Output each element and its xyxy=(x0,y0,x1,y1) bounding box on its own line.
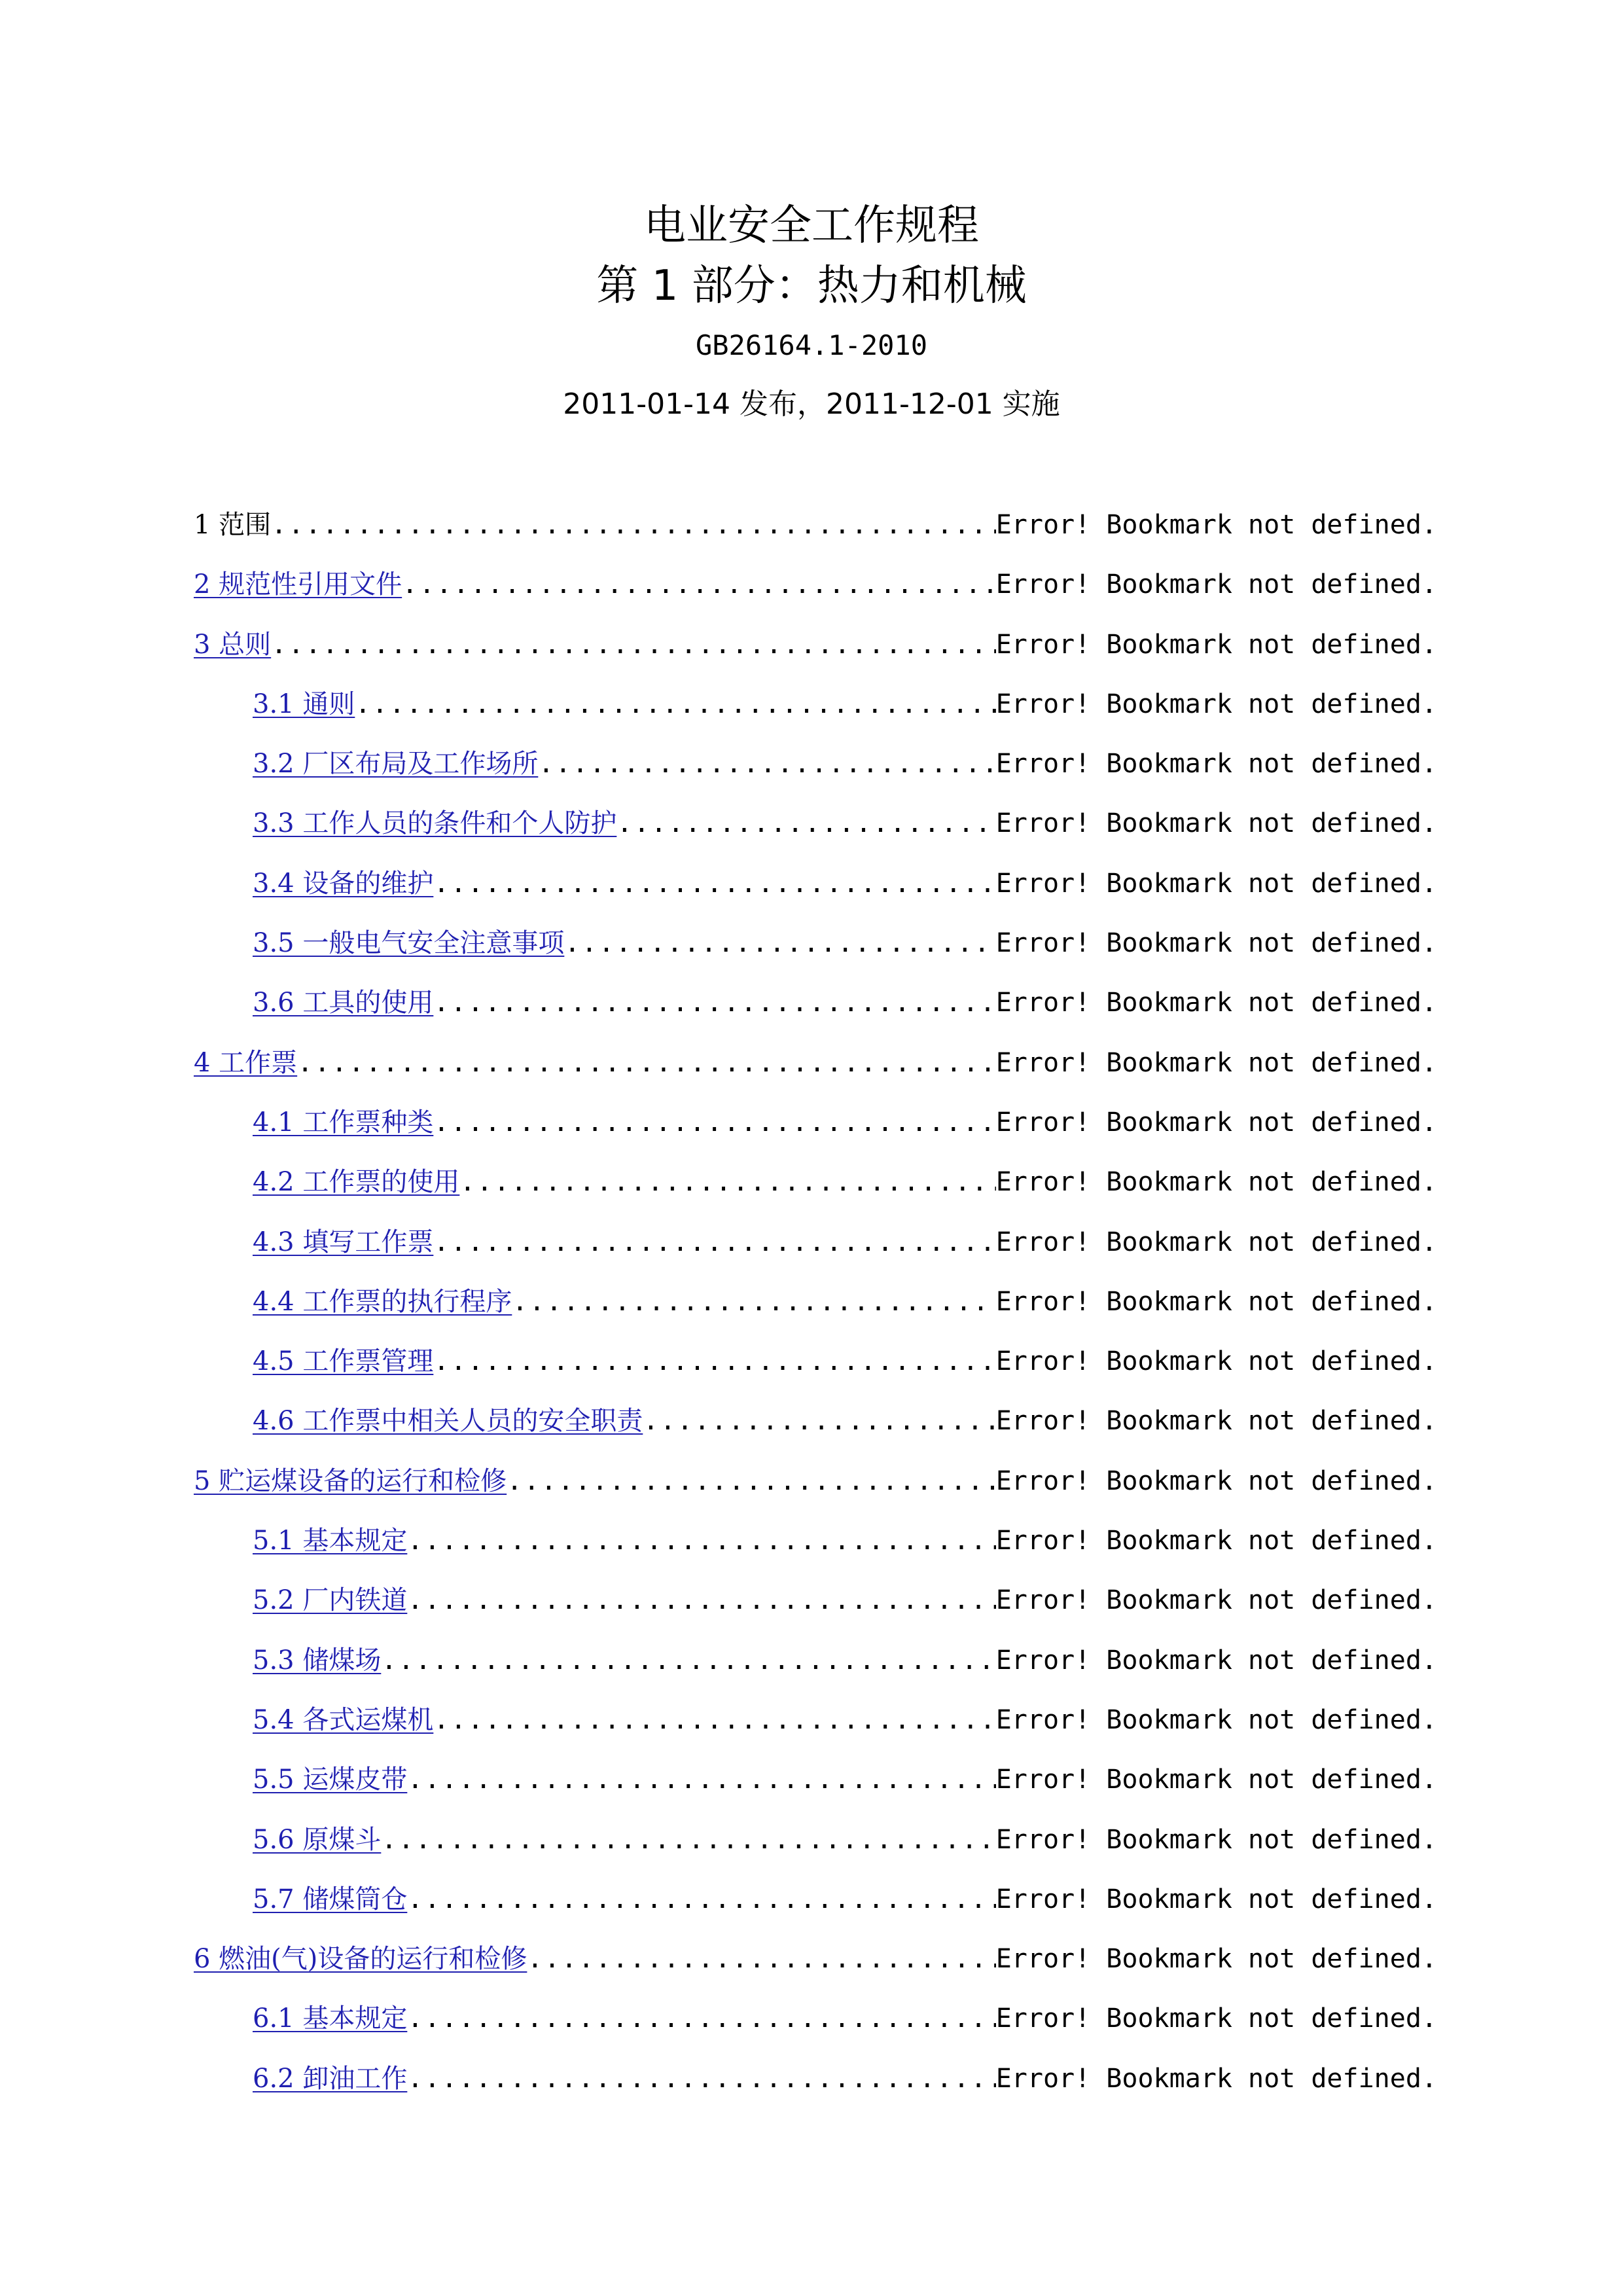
toc-page-reference: Error! Bookmark not defined. xyxy=(995,1465,1437,1496)
standard-code: GB26164.1-2010 xyxy=(695,329,927,361)
toc-entry[interactable] xyxy=(194,1520,1437,1579)
toc-entry[interactable] xyxy=(194,1699,1437,1759)
toc-entry-link[interactable]: 5.6 原煤斗 xyxy=(253,1824,382,1855)
toc-dot-leader xyxy=(381,1825,995,1855)
toc-page-reference: Error! Bookmark not defined. xyxy=(995,1346,1437,1377)
toc-entry[interactable] xyxy=(194,1878,1437,1938)
toc-entry[interactable] xyxy=(194,743,1437,802)
toc-dot-leader xyxy=(459,1167,995,1197)
toc-dot-leader xyxy=(433,1346,995,1376)
toc-page-reference: Error! Bookmark not defined. xyxy=(995,569,1437,600)
toc-entry-link[interactable]: 2 规范性引用文件 xyxy=(194,569,402,600)
toc-entry[interactable] xyxy=(194,624,1437,683)
toc-dot-leader xyxy=(407,1526,995,1556)
toc-entry xyxy=(194,504,1437,564)
document-subtitle: 第 1 部分：热力和机械 xyxy=(596,262,1027,310)
toc-entry[interactable] xyxy=(194,1221,1437,1281)
toc-page-reference: Error! Bookmark not defined. xyxy=(995,1047,1437,1078)
toc-page-reference: Error! Bookmark not defined. xyxy=(995,1765,1437,1795)
toc-dot-leader xyxy=(297,1048,996,1078)
toc-dot-leader xyxy=(407,1884,995,1914)
toc-entry[interactable] xyxy=(194,2058,1437,2117)
toc-entry-link[interactable]: 6.2 卸油工作 xyxy=(253,2063,408,2094)
toc-entry[interactable] xyxy=(194,982,1437,1041)
toc-entry-link[interactable]: 4.3 填写工作票 xyxy=(253,1227,434,1257)
toc-page-reference: Error! Bookmark not defined. xyxy=(995,2063,1437,2094)
toc-entry[interactable] xyxy=(194,564,1437,623)
toc-entry[interactable] xyxy=(194,1340,1437,1400)
toc-entry[interactable] xyxy=(194,863,1437,922)
toc-dot-leader xyxy=(407,1765,995,1795)
toc-page-reference: Error! Bookmark not defined. xyxy=(995,1645,1437,1676)
toc-entry[interactable] xyxy=(194,1938,1437,1998)
toc-dot-leader xyxy=(407,2003,995,2034)
toc-entry-link[interactable]: 5.7 储煤筒仓 xyxy=(253,1884,408,1914)
toc-entry-link[interactable]: 5.3 储煤场 xyxy=(253,1645,382,1676)
table-of-contents xyxy=(194,504,1437,2117)
toc-dot-leader xyxy=(407,2064,995,2094)
toc-entry[interactable] xyxy=(194,802,1437,862)
toc-dot-leader xyxy=(507,1466,996,1496)
toc-entry-link[interactable]: 3.6 工具的使用 xyxy=(253,988,434,1018)
toc-dot-leader xyxy=(402,569,996,600)
toc-entry-link[interactable]: 4 工作票 xyxy=(194,1047,298,1078)
toc-entry-link[interactable]: 3.5 一般电气安全注意事项 xyxy=(253,928,565,959)
toc-entry-link[interactable]: 5.1 基本规定 xyxy=(253,1526,408,1556)
toc-entry-link[interactable]: 6 燃油(气)设备的运行和检修 xyxy=(194,1944,527,1975)
toc-entry[interactable] xyxy=(194,1400,1437,1460)
toc-dot-leader xyxy=(564,928,995,958)
toc-entry-link[interactable]: 5.5 运煤皮带 xyxy=(253,1765,408,1795)
toc-page-reference: Error! Bookmark not defined. xyxy=(995,1884,1437,1914)
toc-page-reference: Error! Bookmark not defined. xyxy=(995,928,1437,959)
toc-entry[interactable] xyxy=(194,1640,1437,1699)
toc-dot-leader xyxy=(538,749,995,779)
toc-entry[interactable] xyxy=(194,1579,1437,1639)
toc-dot-leader xyxy=(271,630,996,660)
toc-page-reference: Error! Bookmark not defined. xyxy=(995,988,1437,1018)
toc-entry-link[interactable]: 6.1 基本规定 xyxy=(253,2003,408,2034)
toc-entry[interactable] xyxy=(194,1102,1437,1161)
toc-entry-link[interactable]: 5.4 各式运煤机 xyxy=(253,1704,434,1735)
toc-page-reference: Error! Bookmark not defined. xyxy=(995,2003,1437,2034)
document-title: 电业安全工作规程 xyxy=(644,202,979,250)
toc-page-reference: Error! Bookmark not defined. xyxy=(995,749,1437,780)
toc-entry-link[interactable]: 4.5 工作票管理 xyxy=(253,1346,434,1377)
toc-page-reference: Error! Bookmark not defined. xyxy=(995,1406,1437,1437)
publication-dates: 2011-01-14 发布，2011-12-01 实施 xyxy=(563,387,1060,421)
toc-page-reference: Error! Bookmark not defined. xyxy=(995,1286,1437,1317)
toc-page-reference: Error! Bookmark not defined. xyxy=(995,1824,1437,1855)
toc-entry-link[interactable]: 4.6 工作票中相关人员的安全职责 xyxy=(253,1406,643,1437)
toc-dot-leader xyxy=(643,1406,995,1436)
toc-entry-link[interactable]: 5 贮运煤设备的运行和检修 xyxy=(194,1465,507,1496)
toc-entry[interactable] xyxy=(194,1281,1437,1340)
toc-dot-leader xyxy=(355,689,995,719)
toc-dot-leader xyxy=(433,869,995,899)
toc-dot-leader xyxy=(433,1107,995,1138)
toc-page-reference: Error! Bookmark not defined. xyxy=(995,1526,1437,1556)
toc-entry-link[interactable]: 4.4 工作票的执行程序 xyxy=(253,1286,512,1317)
toc-page-reference: Error! Bookmark not defined. xyxy=(995,689,1437,719)
toc-dot-leader xyxy=(381,1645,995,1676)
toc-dot-leader xyxy=(433,988,995,1018)
toc-page-reference: Error! Bookmark not defined. xyxy=(995,629,1437,660)
toc-page-reference: Error! Bookmark not defined. xyxy=(995,1585,1437,1616)
toc-dot-leader xyxy=(433,1227,995,1257)
toc-entry-link[interactable]: 3.1 通则 xyxy=(253,689,355,719)
toc-dot-leader xyxy=(433,1705,995,1735)
toc-dot-leader xyxy=(527,1944,995,1974)
toc-entry-link[interactable]: 4.2 工作票的使用 xyxy=(253,1167,460,1198)
toc-entry[interactable] xyxy=(194,1819,1437,1878)
toc-entry-link[interactable]: 3.2 厂区布局及工作场所 xyxy=(253,749,539,780)
toc-entry-link[interactable]: 5.2 厂内铁道 xyxy=(253,1585,408,1616)
toc-dot-leader xyxy=(271,510,996,540)
toc-page-reference: Error! Bookmark not defined. xyxy=(995,1227,1437,1257)
toc-page-reference: Error! Bookmark not defined. xyxy=(995,868,1437,899)
toc-entry-link[interactable]: 4.1 工作票种类 xyxy=(253,1107,434,1138)
toc-dot-leader xyxy=(512,1287,995,1317)
toc-entry[interactable] xyxy=(194,1161,1437,1221)
toc-entry-link[interactable]: 3.3 工作人员的条件和个人防护 xyxy=(253,808,617,839)
toc-dot-leader xyxy=(407,1585,995,1615)
toc-entry-link[interactable]: 3 总则 xyxy=(194,629,272,660)
toc-page-reference: Error! Bookmark not defined. xyxy=(995,808,1437,839)
toc-entry[interactable] xyxy=(194,683,1437,743)
toc-entry-link[interactable]: 3.4 设备的维护 xyxy=(253,868,434,899)
toc-entry[interactable] xyxy=(194,1759,1437,1818)
toc-page-reference: Error! Bookmark not defined. xyxy=(995,510,1437,540)
toc-entry[interactable] xyxy=(194,1460,1437,1520)
toc-entry[interactable] xyxy=(194,1998,1437,2057)
toc-entry[interactable] xyxy=(194,922,1437,982)
toc-page-reference: Error! Bookmark not defined. xyxy=(995,1704,1437,1735)
toc-entry[interactable] xyxy=(194,1042,1437,1102)
toc-dot-leader xyxy=(616,808,995,838)
toc-entry-label: 1 范围 xyxy=(194,510,272,540)
toc-page-reference: Error! Bookmark not defined. xyxy=(995,1167,1437,1198)
toc-page-reference: Error! Bookmark not defined. xyxy=(995,1944,1437,1975)
toc-page-reference: Error! Bookmark not defined. xyxy=(995,1107,1437,1138)
